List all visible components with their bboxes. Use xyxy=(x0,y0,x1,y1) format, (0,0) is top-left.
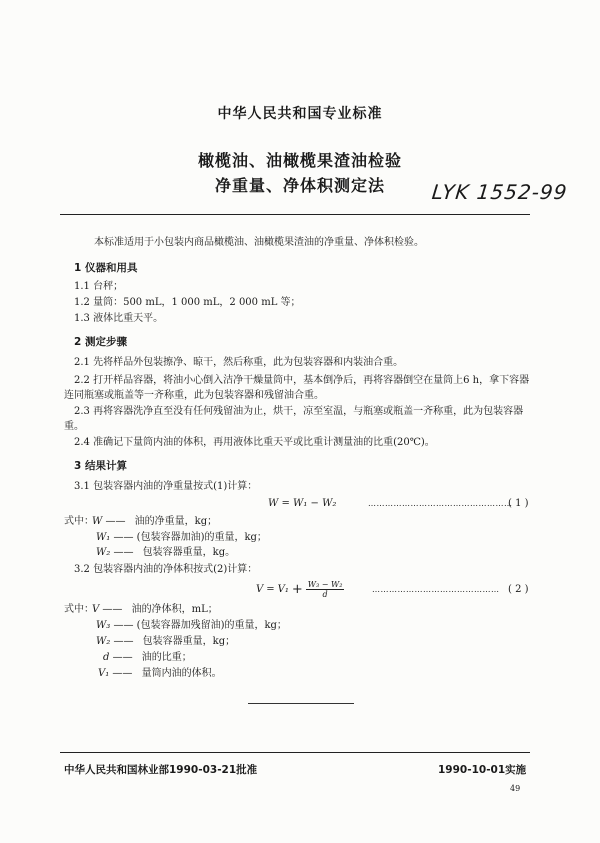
where2-row xyxy=(92,603,218,616)
page-number: 49 xyxy=(510,784,521,793)
formula2-numerator: W₃ − W₂ xyxy=(307,579,343,589)
end-of-text-rule xyxy=(248,703,354,704)
section2-paragraph2-line2: 连同瓶塞或瓶盖等一齐称重，此为包装容器和残留油合重。 xyxy=(64,390,324,401)
section2-paragraph4: 2.4 准确记下量筒内油的体积，再用液体比重天平或比重计测量油的比重(20℃)。 xyxy=(74,437,435,448)
header-divider xyxy=(60,214,530,215)
where2-desc: 油的比重； xyxy=(141,652,192,663)
formula2-equals: = xyxy=(266,583,275,595)
formula1-leader-dots: …………………………………………… xyxy=(368,499,513,508)
section1-item3: 1.3 液体比重天平。 xyxy=(74,313,164,324)
section2-heading: 2 测定步骤 xyxy=(74,336,127,348)
where2-sym: W₂ xyxy=(96,636,111,647)
where2-desc: 量筒内油的体积。 xyxy=(141,668,222,679)
where2-dash: —— xyxy=(112,652,133,663)
where2-sym: d xyxy=(103,652,110,663)
where2-row xyxy=(96,619,287,632)
formula2-fraction xyxy=(306,580,345,599)
section1-item2: 1.2 量筒：500 mL，1 000 mL，2 000 mL 等； xyxy=(74,297,301,308)
formula1-equals: = xyxy=(281,498,290,509)
where2-sym: W₃ xyxy=(96,620,111,631)
where2-row xyxy=(96,635,235,648)
formula1-minus: − xyxy=(310,498,319,509)
section3-1-intro: 3.1 包装容器内油的净重量按式(1)计算： xyxy=(74,481,258,492)
where-label-2: 式中： xyxy=(64,604,94,615)
where1-desc: 包装容器重量，kg。 xyxy=(142,547,236,558)
intro-paragraph: 本标准适用于小包装内商品橄榄油、油橄榄果渣油的净重量、净体积检验。 xyxy=(94,237,424,248)
standard-type-heading: 中华人民共和国专业标准 xyxy=(217,106,383,122)
where2-row xyxy=(98,667,222,680)
where2-sym: V₁ xyxy=(98,668,110,679)
formula2-number: ( 2 ) xyxy=(508,584,529,595)
approval-line: 中华人民共和国林业部1990-03-21批准 xyxy=(64,764,258,776)
where1-row xyxy=(96,531,267,544)
where1-dash: —— xyxy=(113,547,134,558)
formula2-term1: V₁ xyxy=(277,583,289,595)
document-title-line1: 橄榄油、油橄榄果渣油检验 xyxy=(197,151,402,170)
section2-paragraph3-line2: 重。 xyxy=(64,421,84,432)
formula1-lhs: W xyxy=(268,498,279,509)
where2-desc: 包装容器重量，kg； xyxy=(142,636,236,647)
section2-paragraph2-line1: 2.2 打开样品容器，将油小心倒入洁净干燥量筒中，基本倒净后，再将容器倒空在量筒上6 h，拿下容器 xyxy=(74,375,530,386)
where1-row xyxy=(92,515,217,528)
implementation-date: 1990-10-01实施 xyxy=(438,764,527,776)
formula-1 xyxy=(268,497,336,510)
where1-desc: 油的净重量，kg； xyxy=(134,516,218,527)
handwritten-standard-code: LYK 1552-99 xyxy=(430,180,569,204)
where2-desc: (包装容器加残留油)的重量，kg； xyxy=(136,620,287,631)
section2-paragraph1: 2.1 先将样品外包装擦净、晾干，然后称重，此为包装容器和内装油合重。 xyxy=(74,357,404,368)
formula-2 xyxy=(256,578,344,600)
where2-row xyxy=(103,651,192,664)
where1-sym: W₂ xyxy=(96,547,111,558)
where2-dash: —— xyxy=(102,604,123,615)
formula1-number: ( 1 ) xyxy=(508,498,529,509)
section3-2-intro: 3.2 包装容器内油的净体积按式(2)计算： xyxy=(74,564,258,575)
where1-row xyxy=(96,546,235,559)
where1-dash: —— xyxy=(105,516,126,527)
where2-dash: —— xyxy=(113,620,134,631)
where2-sym: V xyxy=(92,604,100,615)
where2-dash: —— xyxy=(113,636,134,647)
where1-dash: —— xyxy=(113,532,134,543)
where2-dash: —— xyxy=(112,668,133,679)
footer-divider xyxy=(60,752,530,753)
where-label-1: 式中： xyxy=(64,516,94,527)
section2-paragraph3-line1: 2.3 再将容器洗净直至没有任何残留油为止，烘干，凉至室温，与瓶塞或瓶盖一齐称重，此为包装容器 xyxy=(74,406,524,417)
formula2-plus: + xyxy=(291,581,303,597)
section3-heading: 3 结果计算 xyxy=(74,460,127,472)
formula2-denominator: d xyxy=(322,589,328,599)
formula2-lhs: V xyxy=(256,583,264,595)
where1-desc: (包装容器加油)的重量，kg； xyxy=(136,532,267,543)
section1-item1: 1.1 台秤； xyxy=(74,281,124,292)
document-title-line2: 净重量、净体积测定法 xyxy=(214,176,385,195)
formula2-leader-dots: ……………………………………… xyxy=(372,585,500,594)
formula1-term2: W₂ xyxy=(322,498,337,509)
where1-sym: W₁ xyxy=(96,532,111,543)
section1-heading: 1 仪器和用具 xyxy=(74,262,138,274)
formula1-term1: W₁ xyxy=(293,498,308,509)
where1-sym: W xyxy=(92,516,103,527)
where2-desc: 油的净体积，mL； xyxy=(131,604,218,615)
